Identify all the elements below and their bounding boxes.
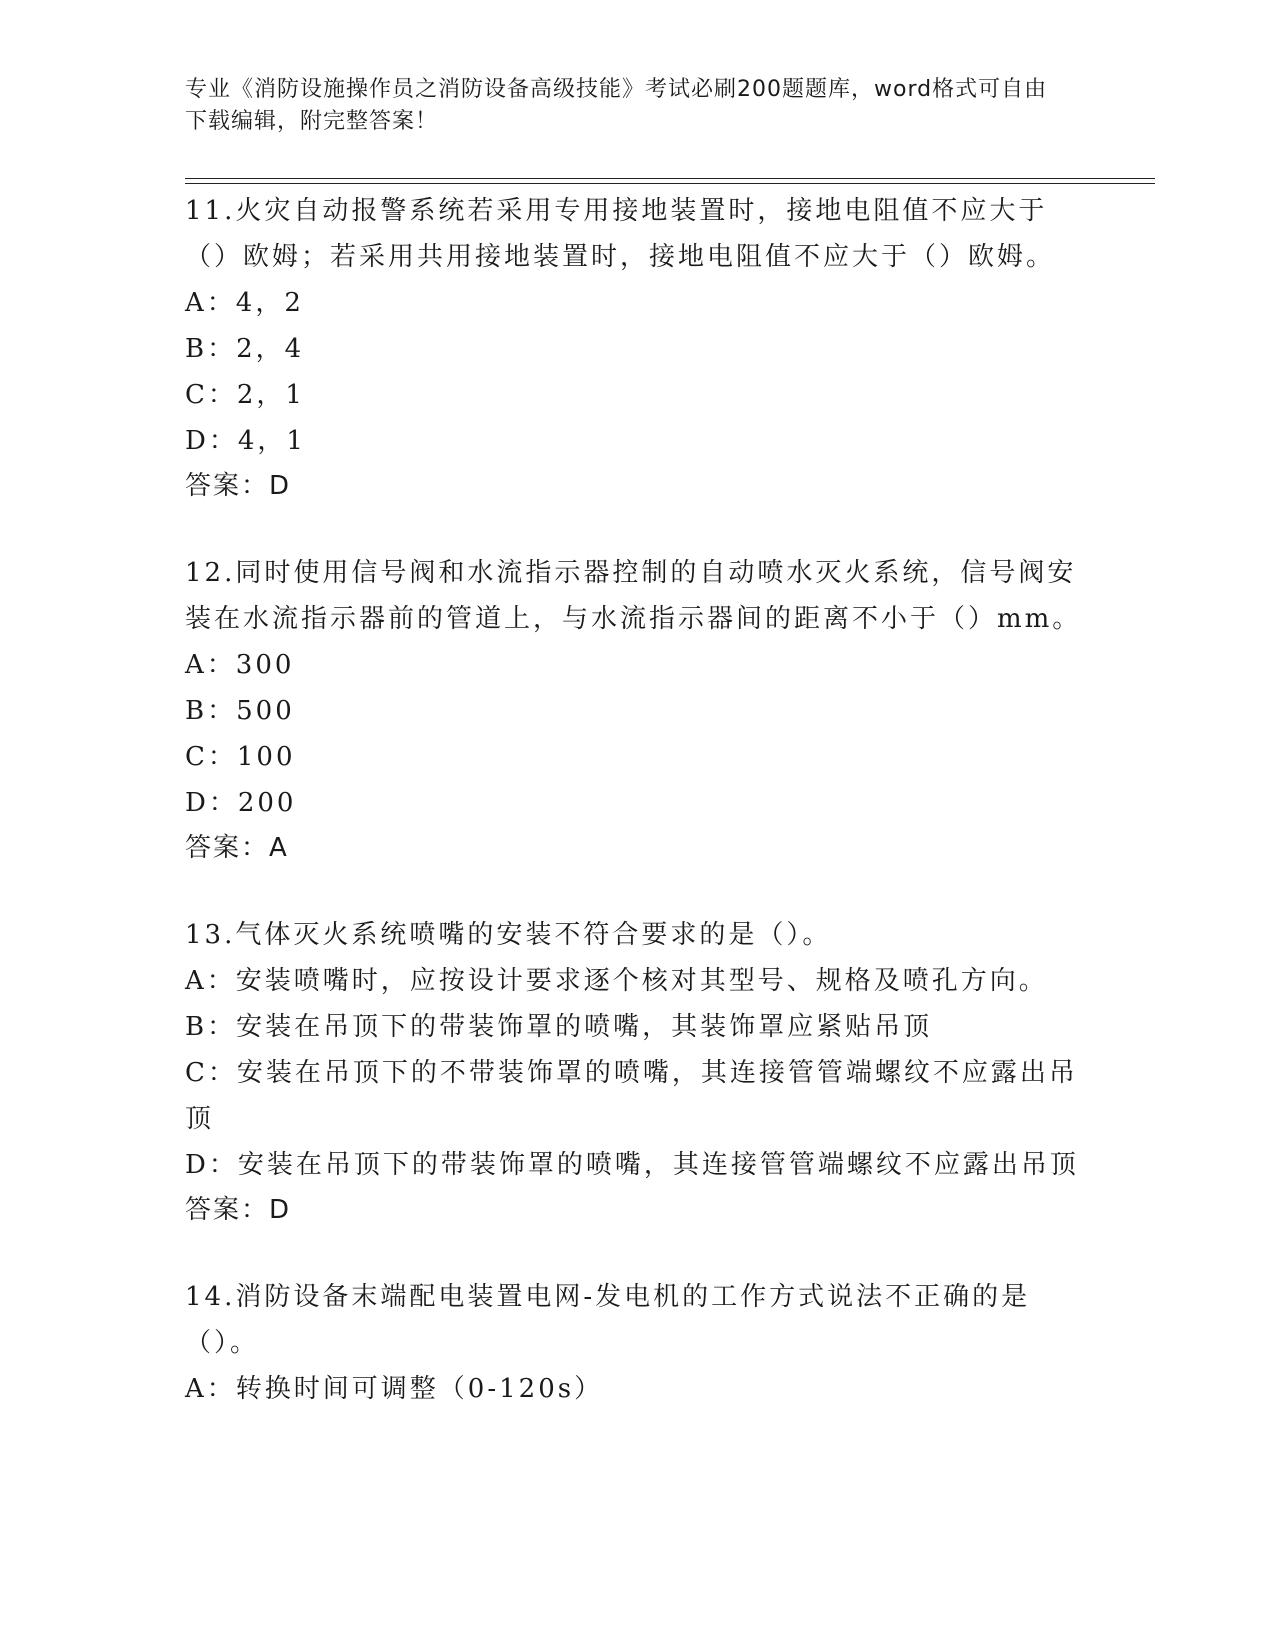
answer: 答案：A bbox=[185, 833, 289, 863]
answer: 答案：D bbox=[185, 471, 292, 501]
option-b: B：安装在吊顶下的带装饰罩的喷嘴，其装饰罩应紧贴吊顶 bbox=[185, 1012, 933, 1042]
question-text: 13.气体灭火系统喷嘴的安装不符合要求的是（）。 bbox=[185, 920, 832, 950]
option-a: A：4，2 bbox=[185, 288, 304, 318]
option-a: A：安装喷嘴时，应按设计要求逐个核对其型号、规格及喷孔方向。 bbox=[185, 966, 1048, 996]
option-c: C：2，1 bbox=[185, 380, 305, 410]
question-13 bbox=[185, 912, 1085, 1232]
option-c: C：安装在吊顶下的不带装饰罩的喷嘴，其连接管管端螺纹不应露出吊顶 bbox=[185, 1058, 1078, 1134]
option-b: B：2，4 bbox=[185, 334, 305, 364]
option-c: C：100 bbox=[185, 742, 296, 772]
question-text: 11.火灾自动报警系统若采用专用接地装置时，接地电阻值不应大于（）欧姆；若采用共用接地装置时，接地电阻值不应大于（）欧姆。 bbox=[185, 196, 1056, 272]
question-text: 12.同时使用信号阀和水流指示器控制的自动喷水灭火系统，信号阀安装在水流指示器前的管道上，与水流指示器间的距离不小于（）mm。 bbox=[185, 558, 1082, 634]
header-divider-bottom bbox=[185, 183, 1155, 184]
question-12 bbox=[185, 550, 1085, 870]
option-d: D：4，1 bbox=[185, 426, 306, 456]
document-header: 专业《消防设施操作员之消防设备高级技能》考试必刷200题题库，word格式可自由下载编辑，附完整答案！ bbox=[185, 77, 1048, 134]
option-d: D：安装在吊顶下的带装饰罩的喷嘴，其连接管管端螺纹不应露出吊顶 bbox=[185, 1150, 1079, 1180]
question-text: 14.消防设备末端配电装置电网-发电机的工作方式说法不正确的是（）。 bbox=[185, 1282, 1031, 1358]
option-b: B：500 bbox=[185, 696, 295, 726]
answer: 答案：D bbox=[185, 1195, 292, 1225]
question-11 bbox=[185, 188, 1085, 508]
option-a: A：300 bbox=[185, 650, 295, 680]
question-list bbox=[185, 188, 1085, 1454]
option-a: A：转换时间可调整（0-120s） bbox=[185, 1374, 604, 1404]
header-divider-top bbox=[185, 178, 1155, 179]
question-14 bbox=[185, 1274, 1085, 1412]
option-d: D：200 bbox=[185, 788, 297, 818]
